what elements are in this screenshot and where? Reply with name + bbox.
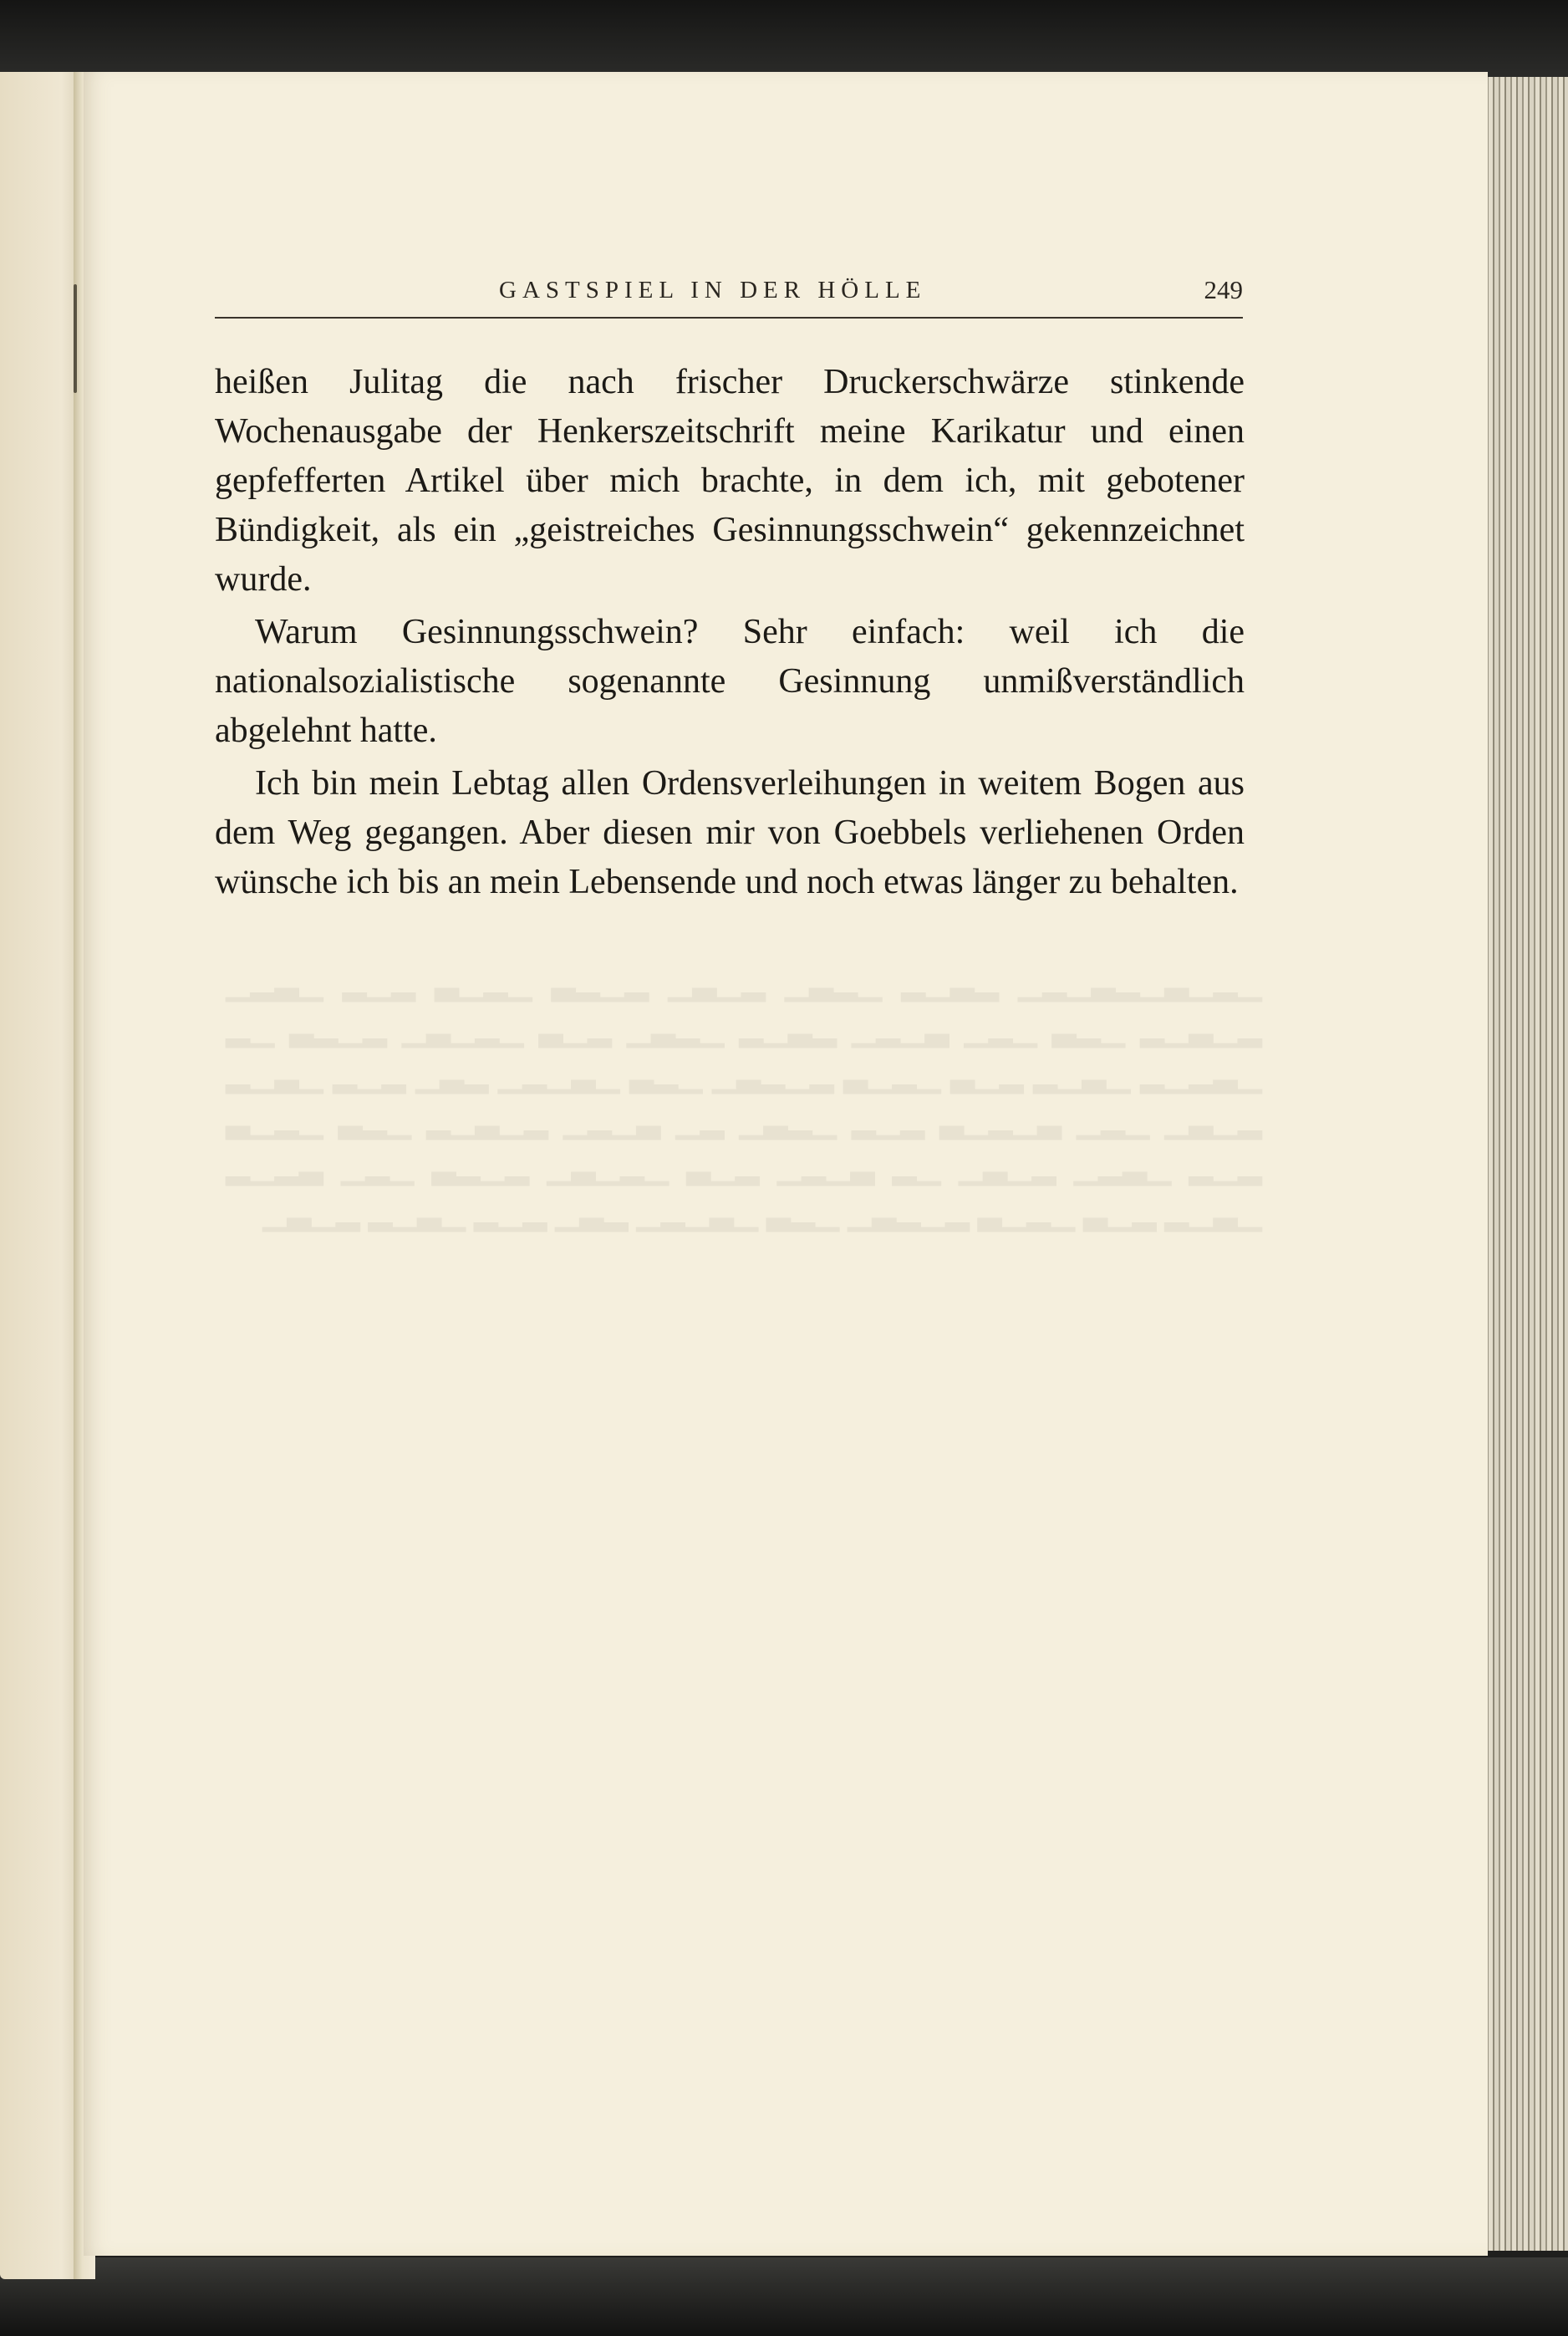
running-head-rule <box>215 317 1243 319</box>
page-number: 249 <box>1204 275 1243 304</box>
running-head-title: GASTSPIEL IN DER HÖLLE <box>499 277 927 303</box>
paragraph: heißen Julitag die nach frischer Druckerschwärze stinkende Wochenausgabe der Henkerszeitschrift meine Karikatur und einen gepfefferten Artikel über mich brachte, in dem ich, mit gebotener Bündigkeit, als ein „geistreiches Gesinnungsschwein“ gekennzeichnet wurde. <box>215 363 1245 599</box>
body-text <box>215 358 1245 907</box>
show-through-texture: ▁▂▁▃▁▂▃▁▂▁ ▂▃▁▂ ▁▂▃▁ ▂▁▃▁ ▂▁▂▃ ▁▂▁▃ ▂▁▂ ▁▃▂▁ ▂▁▃▁▂ ▁▂▃ ▁▂▁ ▃▁▂▁ ▂▃▁▂ ▁▂▃▁ ▂▁▃ ▁▂▁▃▁ ▂▁▂▃ ▁▂ ▁▃▂▁▂ ▁▃▁▂ ▂▁▃ ▁▂▁▃ ▂▁▂▃▁ ▁▂▃ ▁▃▁▂▁ ▂▃▁ ▂▁▂ ▁▃▁▂ ▂▁▃▁ ▁▂▁ ▃▁▂▁▃ ▂▁▂ ▁▂▃▁ ▂▁ ▃▁▂▁ ▂▁▃▁▂ ▁▂▃ ▁▂▁▃ ▂▁▂ ▁▃▂▁ ▂▁▃▁ ▁▂ ▃▁▂▁ ▂▁▃ ▁▂▁▃▁ ▂▁▂▃ ▁▂▁ ▃▂▁▂ ▁▃▁▂ ▂▁▃ ▁▂▁▃ ▂▁▂▃▁ ▁▂▃ ▁▃▁▂▁ ▂▃▁ ▂▁▂ ▁▃▁▂ ▂▁▃▁ <box>226 967 1262 1232</box>
scan-backdrop-bottom <box>0 2257 1568 2336</box>
scan-backdrop-top <box>0 0 1568 77</box>
gutter-mark <box>74 284 77 393</box>
paragraph: Warum Gesinnungsschwein? Sehr einfach: weil ich die nationalsozialistische sogenannte Gesinnung unmißverständlich abgelehnt hatte. <box>215 613 1245 750</box>
paragraph: Ich bin mein Lebtag allen Ordensverleihungen in weitem Bogen aus dem Weg gegangen. Aber diesen mir von Goebbels verliehenen Orden wünsche ich bis an mein Lebensende und noch etwas länger zu behalten. <box>215 764 1245 901</box>
running-head <box>215 277 1243 322</box>
